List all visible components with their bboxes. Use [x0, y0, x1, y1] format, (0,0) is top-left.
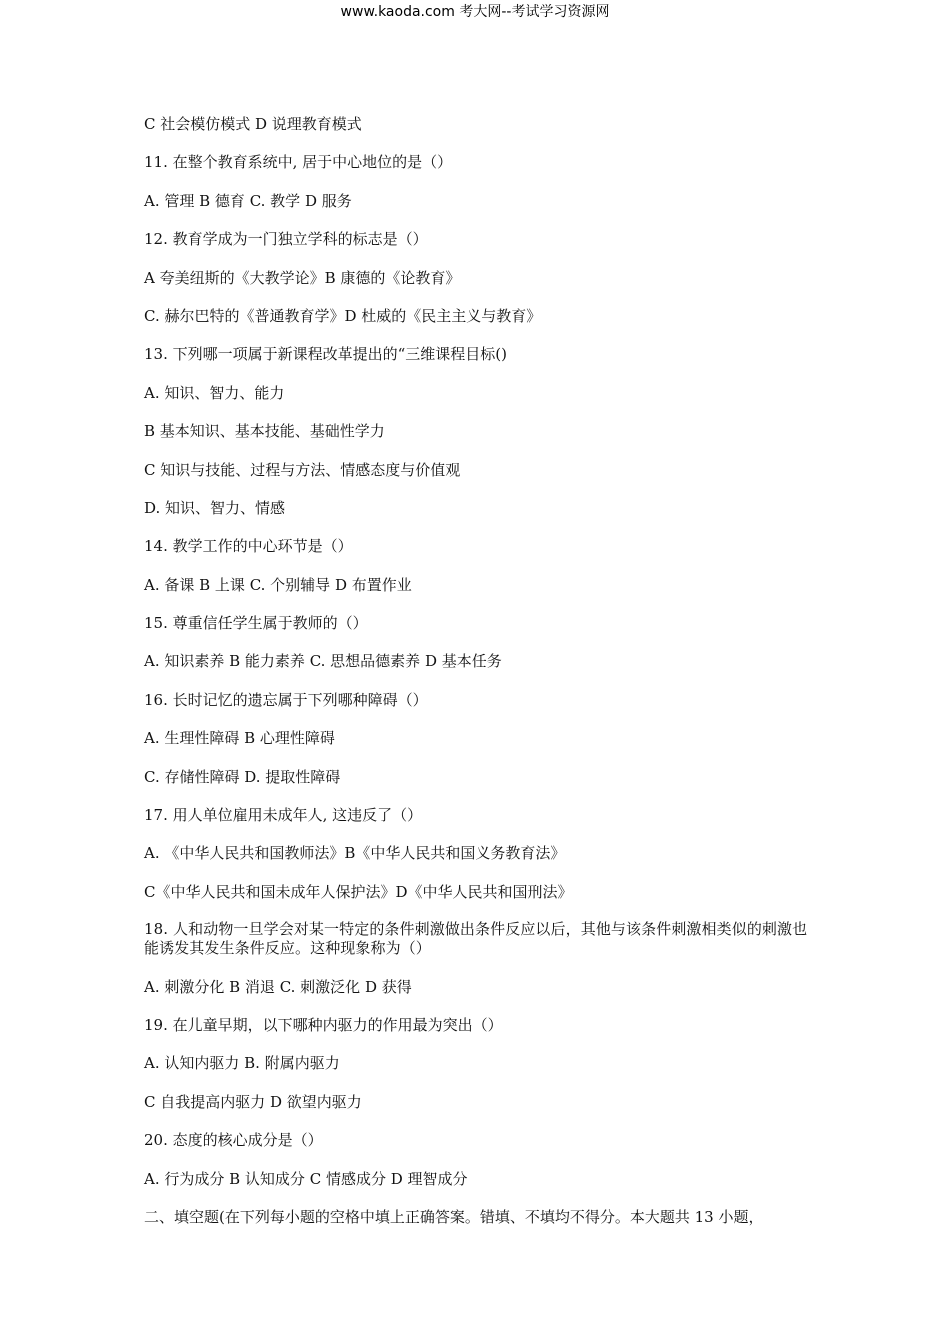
question-16-options-cd: C. 存储性障碍 D. 提取性障碍 [144, 767, 341, 786]
question-18-options: A. 刺激分化 B 消退 C. 刺激泛化 D 获得 [144, 977, 412, 996]
question-12-options-cd: C. 赫尔巴特的《普通教育学》D 杜威的《民主主义与教育》 [144, 306, 542, 325]
question-15: 15. 尊重信任学生属于教师的（） [144, 614, 368, 633]
question-13-option-b: B 基本知识、基本技能、基础性学力 [144, 422, 385, 441]
question-13-option-d: D. 知识、智力、情感 [144, 498, 286, 517]
question-18: 18. 人和动物一旦学会对某一特定的条件刺激做出条件反应以后，其他与该条件刺激相类似的刺激也能诱发其发生条件反应。这种现象称为（） [144, 920, 808, 958]
page-header: www.kaoda.com 考大网--考试学习资源网 [340, 4, 610, 20]
question-13: 13. 下列哪一项属于新课程改革提出的“三维课程目标() [144, 345, 507, 364]
question-12-options-ab: A 夸美纽斯的《大教学论》B 康德的《论教育》 [144, 268, 461, 287]
question-13-option-c: C 知识与技能、过程与方法、情感态度与价值观 [144, 460, 461, 479]
question-19-options-ab: A. 认知内驱力 B. 附属内驱力 [144, 1054, 340, 1073]
question-19-options-cd: C 自我提高内驱力 D 欲望内驱力 [144, 1092, 362, 1111]
question-14-options: A. 备课 B 上课 C. 个别辅导 D 布置作业 [144, 575, 412, 594]
question-11: 11. 在整个教育系统中, 居于中心地位的是（） [144, 153, 453, 172]
question-13-option-a: A. 知识、智力、能力 [144, 383, 285, 402]
question-11-options: A. 管理 B 德育 C. 教学 D 服务 [144, 191, 352, 210]
question-20: 20. 态度的核心成分是（） [144, 1131, 323, 1150]
question-12: 12. 教育学成为一门独立学科的标志是（） [144, 230, 428, 249]
question-15-options: A. 知识素养 B 能力素养 C. 思想品德素养 D 基本任务 [144, 652, 502, 671]
question-17: 17. 用人单位雇用未成年人, 这违反了（） [144, 806, 423, 825]
question-19: 19. 在儿童早期，以下哪种内驱力的作用最为突出（） [144, 1015, 503, 1034]
text-line: C 社会模仿模式 D 说理教育模式 [144, 115, 362, 133]
question-17-options-cd: C《中华人民共和国未成年人保护法》D《中华人民共和国刑法》 [144, 882, 573, 901]
document-body [144, 114, 812, 1245]
section-heading-fill-in: 二、填空题(在下列每小题的空格中填上正确答案。错填、不填均不得分。本大题共 13 小题， [144, 1207, 764, 1226]
question-20-options: A. 行为成分 B 认知成分 C 情感成分 D 理智成分 [144, 1169, 468, 1188]
question-17-options-ab: A. 《中华人民共和国教师法》B《中华人民共和国义务教育法》 [144, 844, 566, 863]
question-14: 14. 教学工作的中心环节是（） [144, 537, 353, 556]
question-16: 16. 长时记忆的遗忘属于下列哪种障碍（） [144, 690, 428, 709]
question-16-options-ab: A. 生理性障碍 B 心理性障碍 [144, 729, 335, 748]
